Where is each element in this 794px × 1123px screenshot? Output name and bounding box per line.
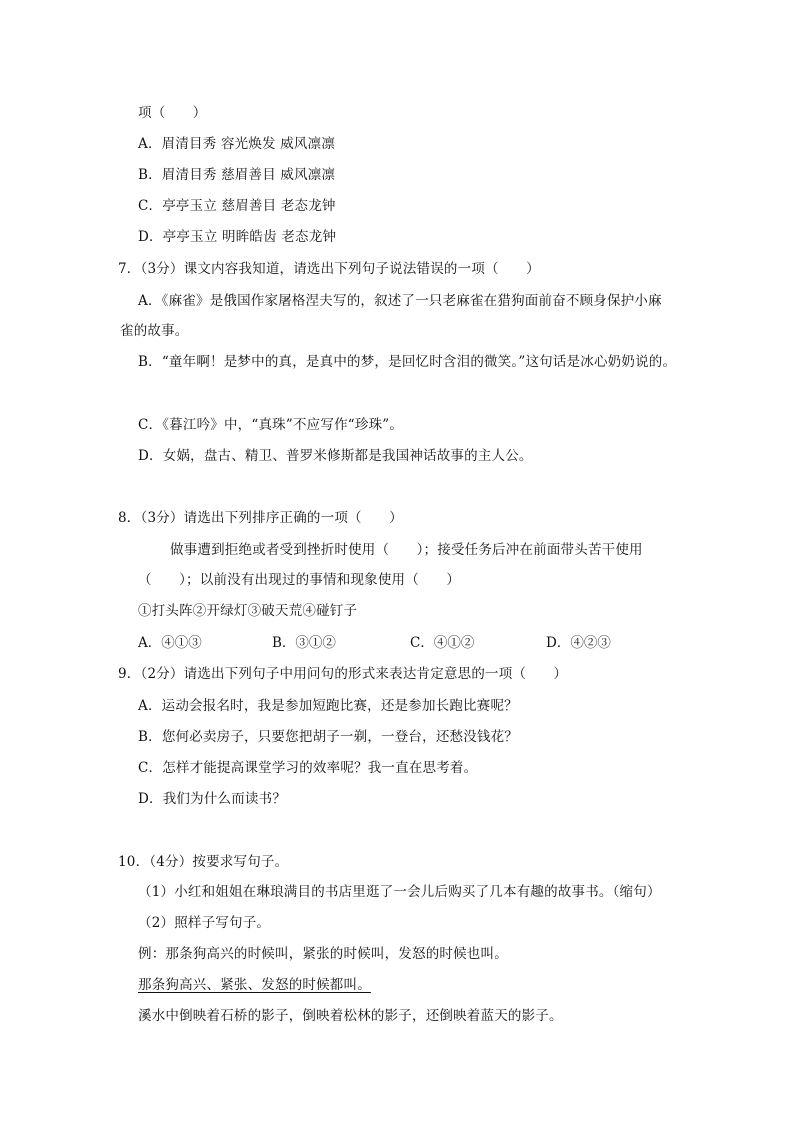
q7-option-b: B．“童年啊！是梦中的真，是真中的梦，是回忆时含泪的微笑。”这句话是冰心奶奶说的。 bbox=[138, 354, 677, 370]
q7-option-d: D．女娲，盘古、精卫、普罗米修斯都是我国神话故事的主人公。 bbox=[138, 448, 533, 464]
q7-stem: 7．（3分）课文内容我知道，请选出下列句子说法错误的一项（ ） bbox=[118, 261, 540, 277]
q10-task-sentence: 溪水中倒映着石桥的影子，倒映着松林的影子，还倒映着蓝天的影子。 bbox=[138, 1008, 563, 1024]
q7-option-c: C．《暮江吟》中，“真珠”不应写作“珍珠”。 bbox=[138, 417, 404, 433]
q6-option-b: B．眉清目秀 慈眉善目 威风凛凛 bbox=[138, 167, 336, 183]
q10-example-answer: 那条狗高兴、紧张、发怒的时候都叫。 bbox=[138, 977, 371, 993]
q8-option-d: D．④②③ bbox=[546, 635, 611, 651]
q7-option-a-line1: A．《麻雀》是俄国作家屠格涅夫写的，叙述了一只老麻雀在猎狗面前奋不顾身保护小麻 bbox=[138, 293, 662, 309]
q6-stem-end: 项（ ） bbox=[138, 105, 207, 121]
q8-body-line1: 做事遭到拒绝或者受到挫折时使用（ ）；接受任务后冲在前面带头苦干使用 bbox=[170, 542, 643, 558]
q10-example: 例：那条狗高兴的时候叫，紧张的时候叫，发怒的时候也叫。 bbox=[138, 946, 508, 962]
q8-option-a: A．④①③ bbox=[138, 635, 202, 651]
q7-option-a-line2: 雀的故事。 bbox=[120, 323, 189, 339]
q8-stem: 8．（3分）请选出下列排序正确的一项（ ） bbox=[118, 510, 403, 526]
q9-option-a: A．运动会报名时，我是参加短跑比赛，还是参加长跑比赛呢？ bbox=[138, 698, 518, 714]
q10-stem: 10．（4分）按要求写句子。 bbox=[118, 854, 289, 870]
q9-option-d: D．我们为什么而读书？ bbox=[138, 791, 287, 807]
q8-option-b: B．③①② bbox=[272, 635, 336, 651]
q9-option-b: B．您何必卖房子，只要您把胡子一剃，一登台，还愁没钱花？ bbox=[138, 729, 519, 745]
q9-option-c: C．怎样才能提高课堂学习的效率呢？我一直在思考着。 bbox=[138, 760, 478, 776]
q8-option-c: C．④①② bbox=[410, 635, 475, 651]
q8-items: ①打头阵②开绿灯③破天荒④碰钉子 bbox=[138, 603, 358, 619]
q10-sub1: （1）小红和姐姐在琳琅满目的书店里逛了一会儿后购买了几本有趣的故事书。（缩句） bbox=[138, 884, 661, 900]
q6-option-c: C．亭亭玉立 慈眉善目 老态龙钟 bbox=[138, 198, 336, 214]
q6-option-a: A．眉清目秀 容光焕发 威风凛凛 bbox=[138, 136, 336, 152]
q10-sub2: （2）照样子写句子。 bbox=[138, 915, 271, 931]
q6-option-d: D．亭亭玉立 明眸皓齿 老态龙钟 bbox=[138, 229, 337, 245]
q9-stem: 9．（2分）请选出下列句子中用问句的形式来表达肯定意思的一项（ ） bbox=[118, 666, 568, 682]
q8-body-line2: （ ）；以前没有出现过的事情和现象使用（ ） bbox=[138, 572, 461, 588]
